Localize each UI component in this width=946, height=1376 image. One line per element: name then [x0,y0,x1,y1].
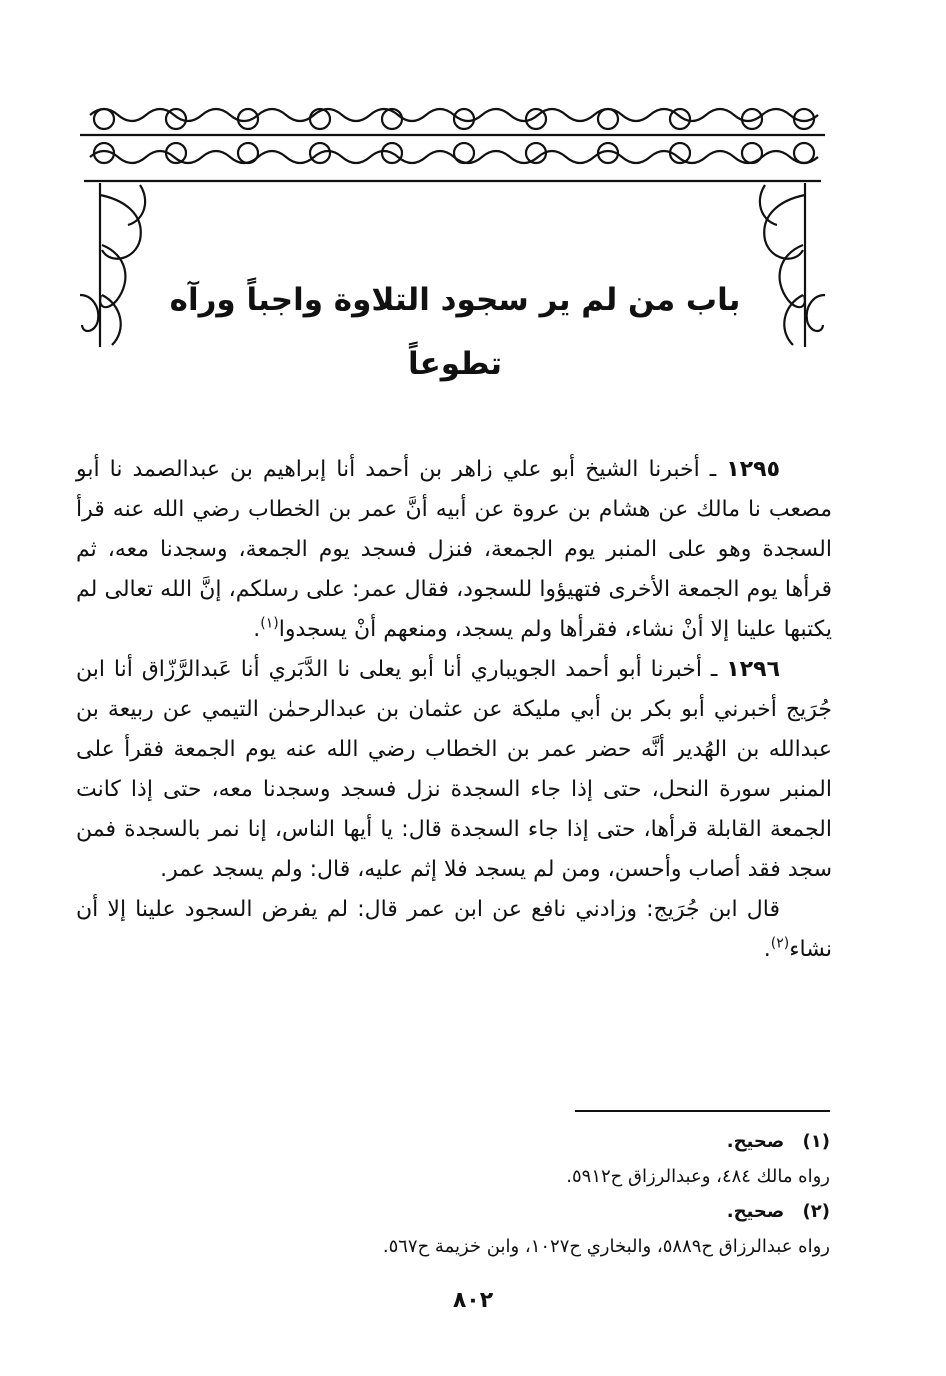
hadith-number: ١٢٩٦ [726,657,780,682]
hadith-paragraph [76,650,832,890]
hadith-number: ١٢٩٥ [726,457,781,482]
footnote-source: رواه مالك ٤٨٤، وعبدالرزاق ح٥٩١٢. [566,1166,830,1187]
footnote [150,1194,830,1229]
footnote-separator [575,1110,830,1112]
page-number: ٨٠٢ [452,1288,494,1313]
addendum-text: قال ابن جُرَيج: وزادني نافع عن ابن عمر قال: لم يفرض السجود علينا إلا أن نشاء [76,897,832,962]
footnote-source: رواه عبدالرزاق ح٥٨٨٩، والبخاري ح١٠٢٧، وابن خزيمة ح٥٦٧. [382,1236,830,1257]
footnote-reference[interactable]: (١) [260,615,279,632]
footnote-number: (٢) [802,1201,830,1222]
footnote [150,1124,830,1159]
footnote-grade: صحيح. [726,1131,785,1152]
footnote-reference[interactable]: (٢) [770,935,790,952]
footnote-grade: صحيح. [726,1201,785,1222]
hadith-text: ـ أخبرنا الشيخ أبو علي زاهر بن أحمد أنا إبراهيم بن عبدالصمد نا أبو مصعب نا مالك عن هشام بن عروة عن أبيه أنَّ عمر بن الخطاب رضي الله عنه قرأ السجدة وهو على المنبر يوم الجمعة، فنزل فسجد يوم الجمعة، وسجدنا معه، ثم قرأها يوم الجمعة الأخرى فتهيؤوا للسجود، فقال عمر: على رسلكم، إنَّ الله تعالى لم يكتبها علينا إلا أنْ نشاء، فقرأها ولم يسجد، ومنعهم أنْ يسجدوا [76,457,832,642]
hadith-paragraph [76,450,832,650]
hadith-end: . [253,617,261,642]
footnotes [150,1124,830,1264]
hadith-text: ـ أخبرنا أبو أحمد الجويباري أنا أبو يعلى نا الدَّبَري أنا عَبدالرَّزّاق أنا ابن جُرَيج أخبرني أبو بكر بن أبي مليكة عن عثمان بن عبدالرحمٰن التيمي عن ربيعة بن عبدالله بن الهُدير أنَّه حضر عمر بن الخطاب رضي الله عنه يوم الجمعة فقرأ على المنبر سورة النحل، حتى إذا جاء السجدة نزل فسجد وسجدنا معه، حتى إذا كانت الجمعة القابلة قرأها، حتى إذا جاء السجدة قال: يا أيها الناس، إنا نمر بالسجدة فمن سجد فقد أصاب وأحسن، ومن لم يسجد فلا إثم عليه، قال: ولم يسجد عمر. [76,657,832,882]
addendum-paragraph [76,890,832,970]
main-text [76,450,832,970]
chapter-title: باب من لم ير سجود التلاوة واجباً ورآه تطوعاً [169,282,741,382]
footnote-number: (١) [802,1131,830,1152]
addendum-end: . [763,937,771,962]
